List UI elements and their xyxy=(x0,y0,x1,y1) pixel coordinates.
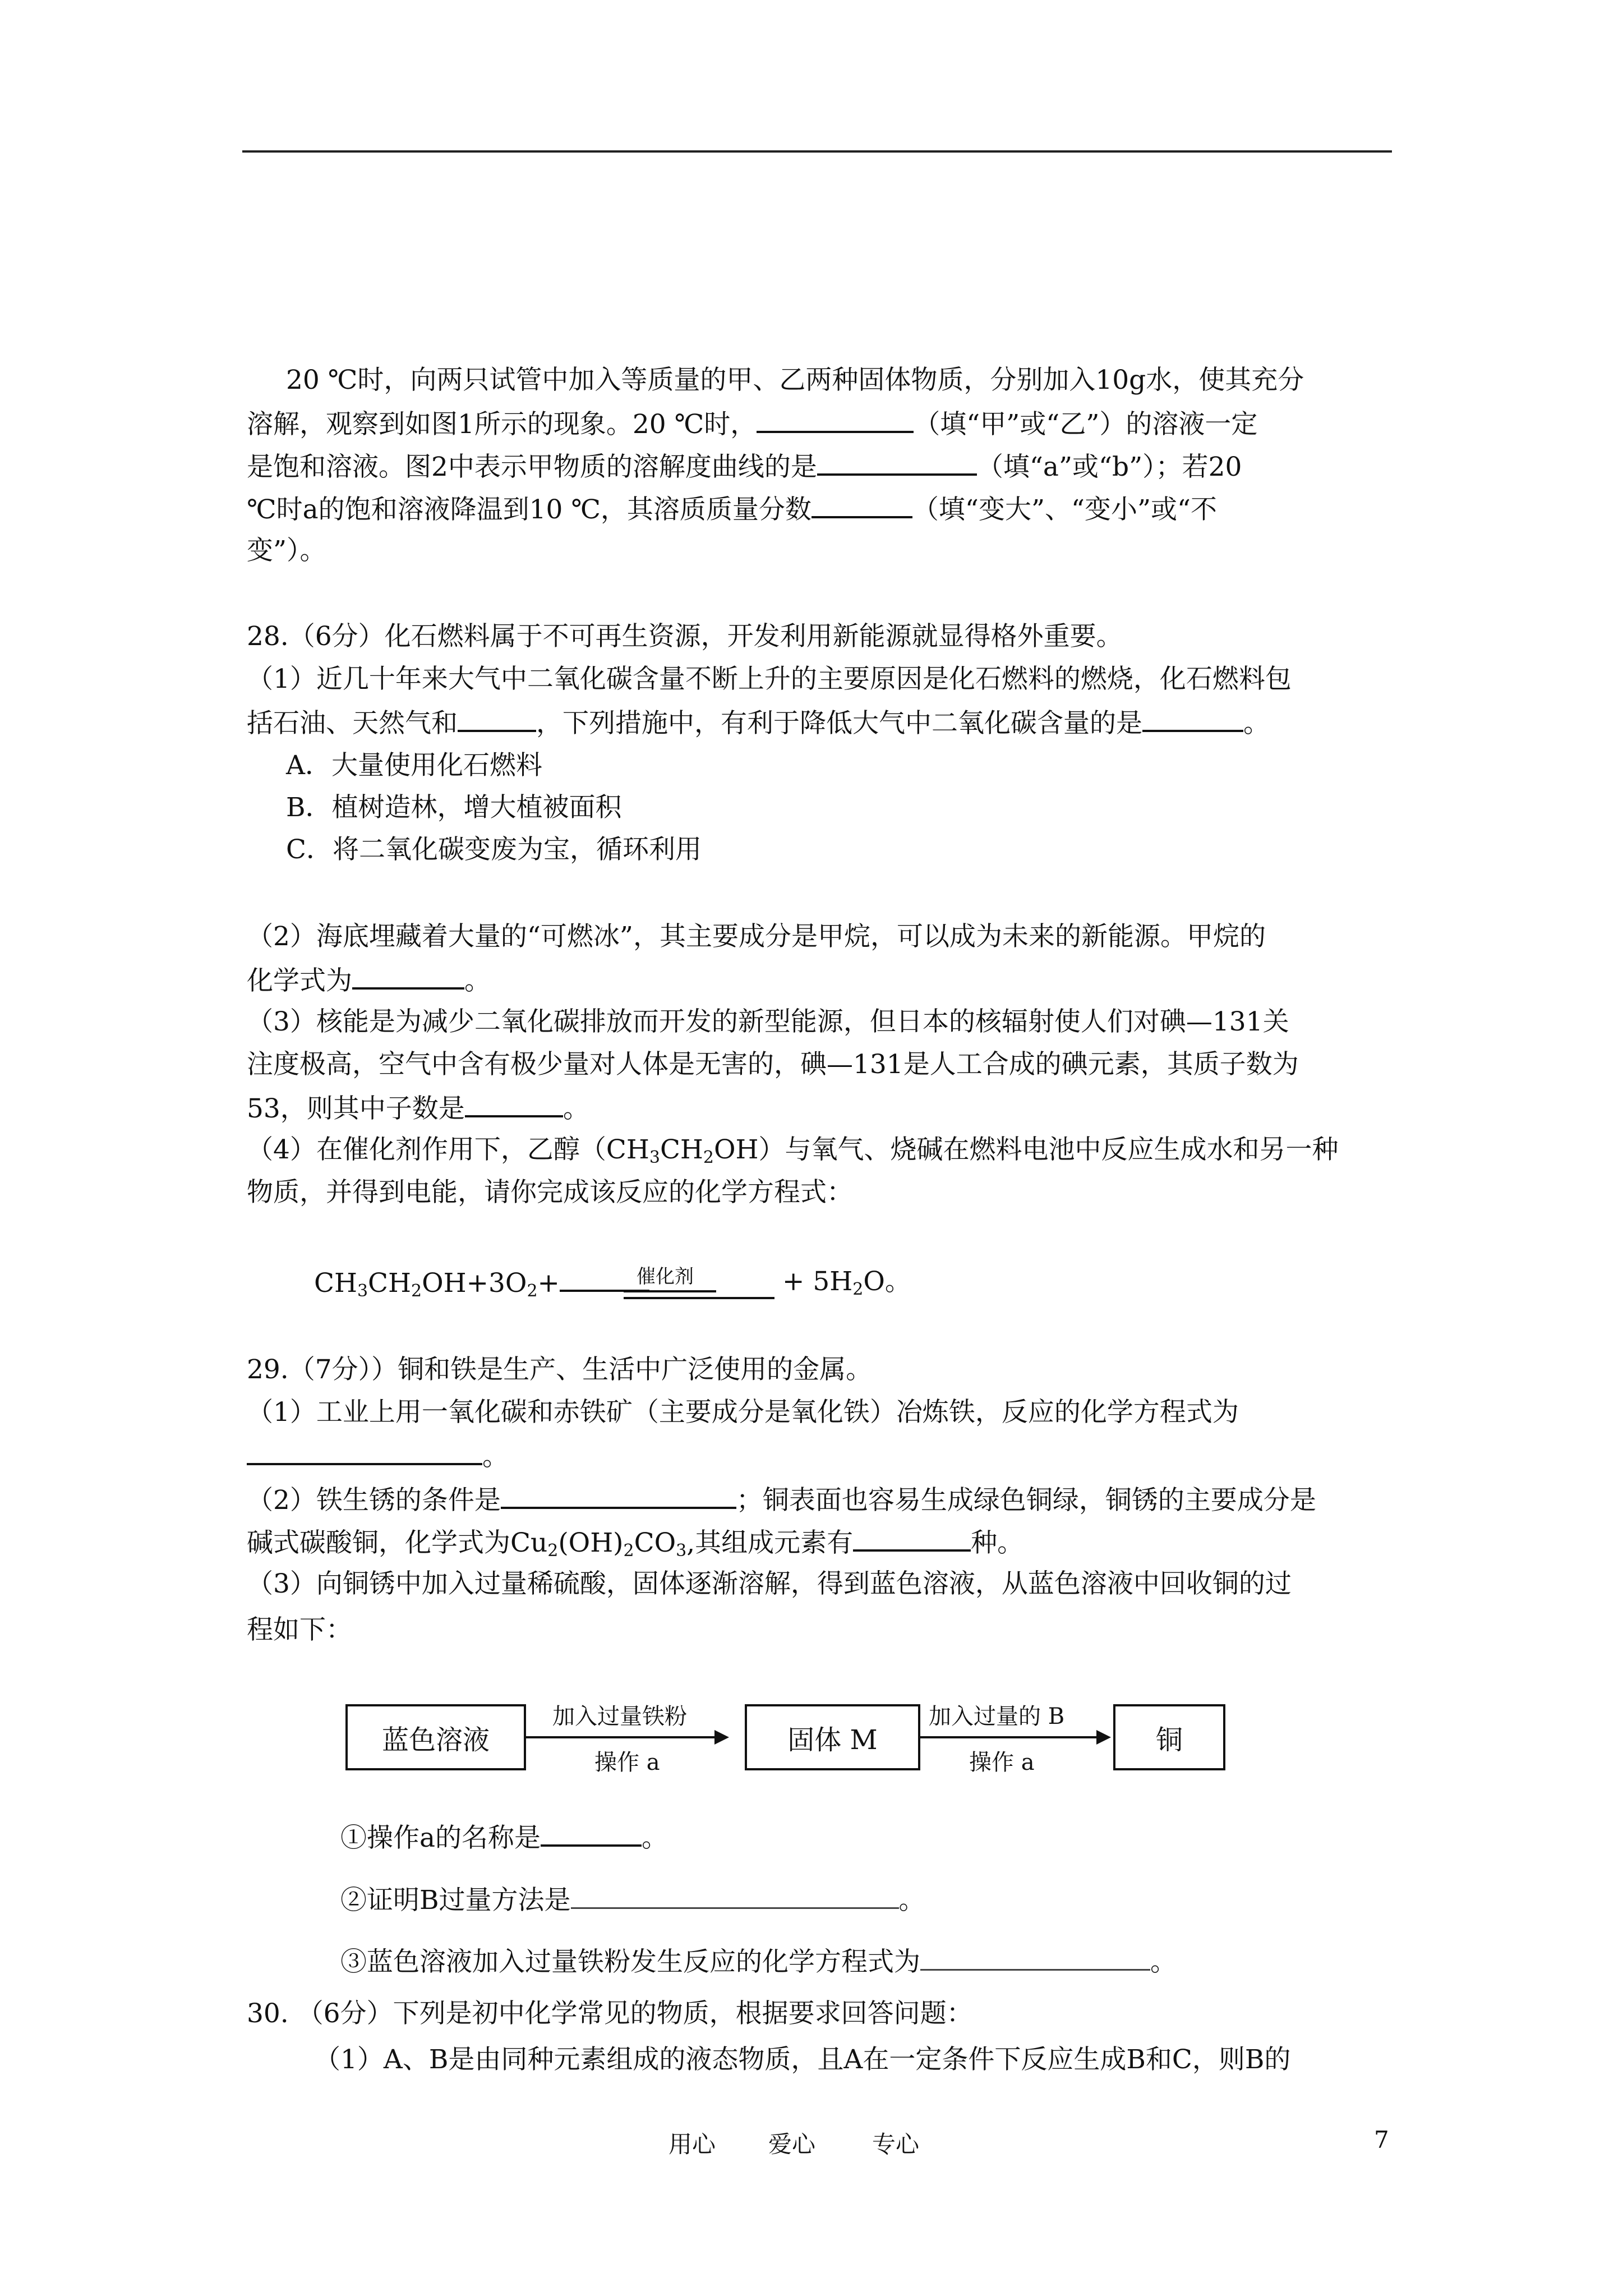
q29-sub-2: ②证明B过量方法是 。 xyxy=(340,1883,925,1917)
q28-title: 28.（6分）化石燃料属于不可再生资源，开发利用新能源就显得格外重要。 xyxy=(247,621,1123,652)
flow-box-blue-solution: 蓝色溶液 xyxy=(345,1704,526,1770)
answer-blank[interactable] xyxy=(697,1297,774,1299)
q29-p1-line2: 。 xyxy=(247,1438,509,1474)
answer-blank[interactable] xyxy=(757,406,914,433)
q29-sub-1: ①操作a的名称是 。 xyxy=(340,1820,668,1855)
q28-option-a: A．大量使用化石燃料 xyxy=(286,750,542,781)
q29-p1-line1: （1）工业上用一氧化碳和赤铁矿（主要成分是氧化铁）冶炼铁，反应的化学方程式为 xyxy=(247,1397,1239,1428)
catalyst-label: 催化剂 xyxy=(637,1266,694,1288)
flow-arrow1-top-label: 加入过量铁粉 xyxy=(552,1704,687,1729)
q28-option-c: C．将二氧化碳变废为宝，循环利用 xyxy=(286,834,702,865)
q28-p3-line2: 注度极高，空气中含有极少量对人体是无害的，碘—131是人工合成的碘元素，其质子数为 xyxy=(247,1049,1299,1080)
answer-blank[interactable] xyxy=(920,1944,1150,1971)
q28-p1-line1: （1）近几十年来大气中二氧化碳含量不断上升的主要原因是化石燃料的燃烧，化石燃料包 xyxy=(247,664,1292,694)
chemical-equation: $CH_3CH_2OH+3O_2+$ xyxy=(314,1265,649,1308)
page-number: 7 xyxy=(1374,2126,1389,2154)
q28-p1-line2: 括石油、天然气和 ，下列措施中，有利于降低大气中二氧化碳含量的是 。 xyxy=(247,705,1270,740)
flow-box-copper: 铜 xyxy=(1113,1704,1225,1770)
q29-p3-line1: （3）向铜锈中加入过量稀硫酸，固体逐渐溶解，得到蓝色溶液，从蓝色溶液中回收铜的过 xyxy=(247,1568,1292,1599)
flow-arrow-2 xyxy=(920,1736,1099,1738)
q28-p2-line1: （2）海底埋藏着大量的“可燃冰”，其主要成分是甲烷，可以成为未来的新能源。甲烷的 xyxy=(247,921,1266,952)
answer-blank[interactable] xyxy=(853,1525,971,1552)
q28-option-b: B．植树造林，增大植被面积 xyxy=(286,792,622,823)
footer-text-1: 用心 xyxy=(668,2131,716,2158)
flow-arrow2-bottom-label: 操作 a xyxy=(969,1750,1035,1775)
answer-blank[interactable] xyxy=(352,963,464,990)
answer-blank[interactable] xyxy=(501,1482,736,1509)
answer-blank[interactable] xyxy=(465,1091,563,1117)
answer-blank[interactable] xyxy=(1142,705,1243,732)
answer-blank[interactable] xyxy=(541,1820,642,1847)
answer-blank[interactable] xyxy=(560,1265,649,1292)
equation-tail: + $5H_2O$。 xyxy=(782,1266,911,1299)
answer-blank[interactable] xyxy=(458,705,536,732)
q29-title: 29.（7分））铜和铁是生产、生活中广泛使用的金属。 xyxy=(247,1354,873,1385)
equation-double-line-top xyxy=(624,1290,716,1292)
answer-blank[interactable] xyxy=(247,1438,482,1465)
answer-blank[interactable] xyxy=(817,449,977,476)
arrow-right-icon xyxy=(1096,1730,1111,1745)
q27-line-5: 变”）。 xyxy=(247,535,326,566)
arrow-right-icon xyxy=(714,1730,729,1745)
footer-text-3: 专心 xyxy=(872,2131,920,2158)
q28-p3-line1: （3）核能是为减少二氧化碳排放而开发的新型能源，但日本的核辐射使人们对碘—131关 xyxy=(247,1006,1289,1037)
q28-p2-line2: 化学式为 。 xyxy=(247,963,491,998)
q29-p2-line2: 碱式碳酸铜，化学式为$Cu_2(OH)_2CO_3$,其组成元素有 种。 xyxy=(247,1525,1023,1568)
q29-p3-line2: 程如下： xyxy=(247,1614,352,1645)
footer-text-2: 爱心 xyxy=(768,2131,816,2158)
q27-line-4: ℃时a的饱和溶液降温到10 ℃，其溶质质量分数 （填“变大”、“变小”或“不 xyxy=(247,491,1217,527)
q30-title: 30. （6分）下列是初中化学常见的物质，根据要求回答问题： xyxy=(247,1998,973,2029)
flow-arrow-1 xyxy=(526,1736,717,1738)
flow-arrow2-top-label: 加入过量的 B xyxy=(929,1704,1065,1729)
flow-box-solid-m: 固体 M xyxy=(745,1704,920,1770)
q28-p3-line3: 53，则其中子数是 。 xyxy=(247,1091,589,1126)
q30-p1: （1）A、B是由同种元素组成的液态物质，且A在一定条件下反应生成B和C，则B的 xyxy=(314,2044,1291,2075)
q28-p4-line2: 物质，并得到电能，请你完成该反应的化学方程式： xyxy=(247,1177,853,1208)
answer-blank[interactable] xyxy=(811,491,912,518)
flow-arrow1-bottom-label: 操作 a xyxy=(594,1750,660,1775)
q27-line-1: 20 ℃时，向两只试管中加入等质量的甲、乙两种固体物质，分别加入10g水，使其充分 xyxy=(286,365,1304,395)
q29-sub-3: ③蓝色溶液加入过量铁粉发生反应的化学方程式为 。 xyxy=(340,1944,1177,1979)
header-rule xyxy=(242,150,1392,153)
q28-p4-line1: （4）在催化剂作用下，乙醇$(CH_3CH_2OH)$与氧气、烧碱在燃料电池中反应生成水和另一种 xyxy=(247,1134,1339,1167)
q27-line-2: 溶解，观察到如图1所示的现象。20 ℃时， （填“甲”或“乙”）的溶液一定 xyxy=(247,406,1257,441)
q27-line-3: 是饱和溶液。图2中表示甲物质的溶解度曲线的是 （填“a”或“b”）；若20 xyxy=(247,449,1242,484)
q29-p2-line1: （2）铁生锈的条件是 ；铜表面也容易生成绿色铜绿，铜锈的主要成分是 xyxy=(247,1482,1316,1517)
answer-blank[interactable] xyxy=(571,1883,899,1909)
